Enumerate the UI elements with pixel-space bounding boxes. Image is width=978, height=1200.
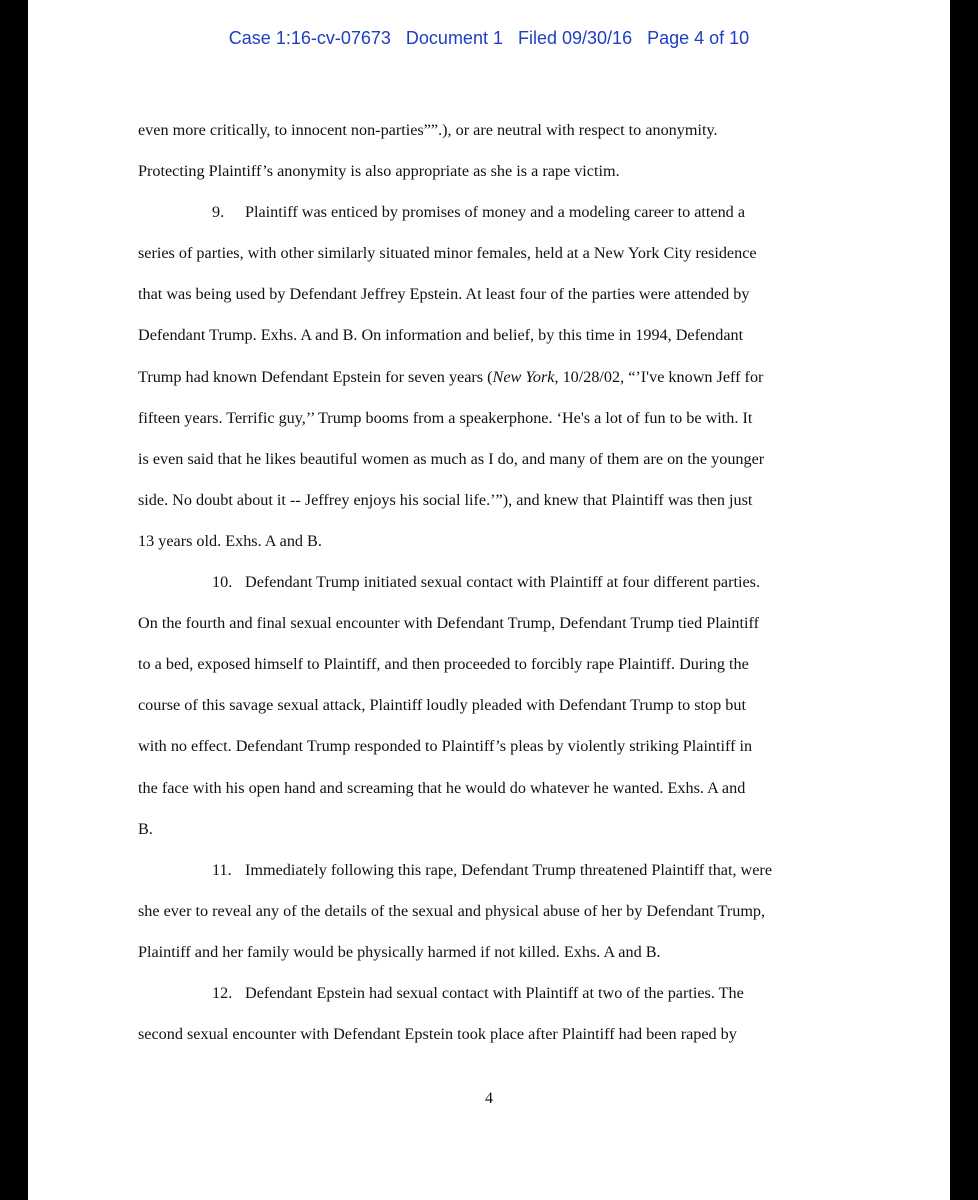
paragraph-9-first-line: 9. Plaintiff was enticed by promises of money and a modeling career to attend a (138, 192, 838, 233)
document-page (28, 0, 950, 1200)
case-number: Case 1:16-cv-07673 (228, 28, 391, 48)
document-body (138, 110, 838, 1055)
text-line: the face with his open hand and screaming that he would do whatever he wanted. Exhs. A and (138, 778, 746, 797)
text-line: Protecting Plaintiff’s anonymity is also appropriate as she is a rape victim. (138, 162, 620, 181)
page-number: 4 (485, 1090, 493, 1107)
publication-title: New York, (492, 367, 559, 386)
paragraph-11-first-line: 11. Immediately following this rape, Defendant Trump threatened Plaintiff that, were (138, 850, 838, 891)
text-line: to a bed, exposed himself to Plaintiff, and then proceeded to forcibly rape Plaintiff. During the (138, 655, 749, 674)
document-number: Document 1 (405, 28, 503, 48)
text-line: second sexual encounter with Defendant Epstein took place after Plaintiff had been raped by (138, 1025, 737, 1044)
filed-date: Filed 09/30/16 (518, 28, 633, 48)
text-line-with-citation: Trump had known Defendant Epstein for seven years (New York, 10/28/02, “’I've known Jeff for (138, 367, 764, 386)
text-line: Defendant Trump. Exhs. A and B. On information and belief, by this time in 1994, Defendant (138, 326, 744, 345)
text-line: side. No doubt about it -- Jeffrey enjoys his social life.’”), and knew that Plaintiff was then just (138, 490, 753, 509)
text-line: Plaintiff and her family would be physically harmed if not killed. Exhs. A and B. (138, 942, 661, 961)
paragraph-12-first-line: 12. Defendant Epstein had sexual contact with Plaintiff at two of the parties. The (138, 973, 838, 1014)
text-line: B. (138, 819, 153, 838)
text-line: is even said that he likes beautiful women as much as I do, and many of them are on the younger (138, 449, 765, 468)
text-line: that was being used by Defendant Jeffrey Epstein. At least four of the parties were attended by (138, 285, 750, 304)
text-line: fifteen years. Terrific guy,’’ Trump booms from a speakerphone. ‘He's a lot of fun to be with. It (138, 408, 753, 427)
text-line: series of parties, with other similarly situated minor females, held at a New York City residence (138, 244, 757, 263)
text-line: even more critically, to innocent non-parties””.), or are neutral with respect to anonymity. (138, 121, 718, 139)
text-line: On the fourth and final sexual encounter with Defendant Trump, Defendant Trump tied Plaintiff (138, 614, 760, 633)
paragraph-10-first-line: 10. Defendant Trump initiated sexual contact with Plaintiff at four different parties. (138, 562, 838, 603)
case-header (28, 28, 950, 49)
text-line: 13 years old. Exhs. A and B. (138, 531, 322, 550)
paragraph-number: 9. (212, 203, 225, 222)
paragraph-number: 10. (212, 573, 233, 592)
text-line: with no effect. Defendant Trump responded to Plaintiff’s pleas by violently striking Plaintiff in (138, 737, 753, 756)
text-line: course of this savage sexual attack, Plaintiff loudly pleaded with Defendant Trump to stop but (138, 696, 746, 715)
paragraph-number: 11. (212, 860, 232, 879)
paragraph-number: 12. (212, 983, 233, 1002)
page-indicator: Page 4 of 10 (647, 28, 750, 48)
text-line: she ever to reveal any of the details of the sexual and physical abuse of her by Defendant Trump, (138, 901, 766, 920)
